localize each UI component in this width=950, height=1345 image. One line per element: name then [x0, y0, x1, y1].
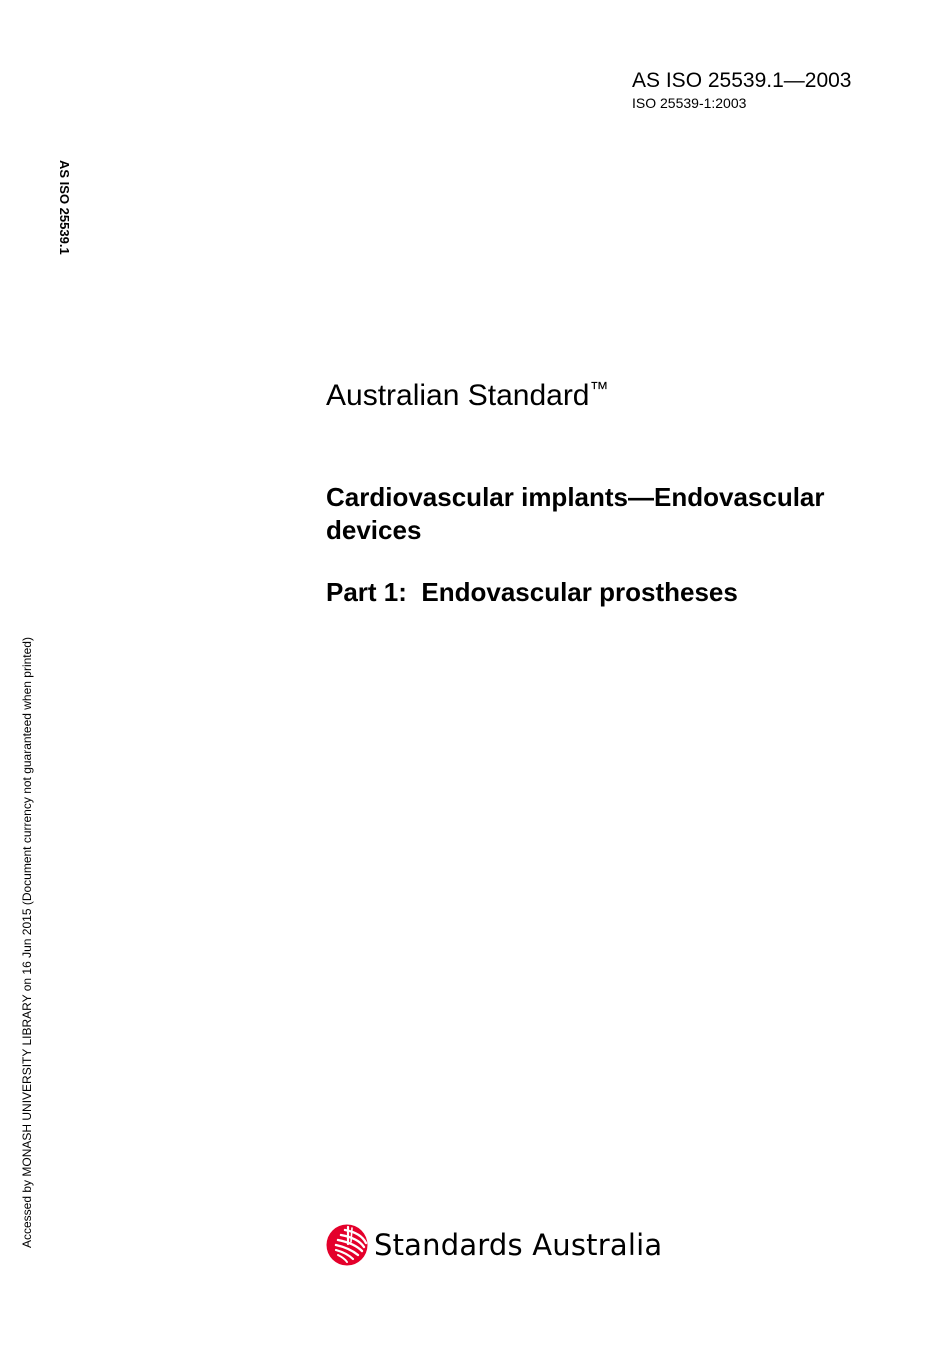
standard-number: AS ISO 25539.1—2003: [632, 69, 852, 92]
access-note: Accessed by MONASH UNIVERSITY LIBRARY on 16 Jun 2015 (Document currency not guaranteed when printed): [20, 637, 34, 1248]
series-title: [326, 378, 609, 414]
iso-number: ISO 25539-1:2003: [632, 95, 747, 111]
spine-label: AS ISO 25539.1: [57, 160, 72, 255]
trademark-symbol: ™: [589, 379, 609, 400]
publisher-block: [326, 1222, 662, 1268]
document-subtitle: Part 1: Endovascular prostheses: [326, 577, 738, 607]
document-title: Cardiovascular implants—Endovascular devices: [326, 482, 825, 545]
publisher-name: Standards Australia: [374, 1228, 663, 1262]
series-label: Australian Standard: [326, 379, 590, 412]
standards-australia-logo-icon: [326, 1224, 368, 1266]
